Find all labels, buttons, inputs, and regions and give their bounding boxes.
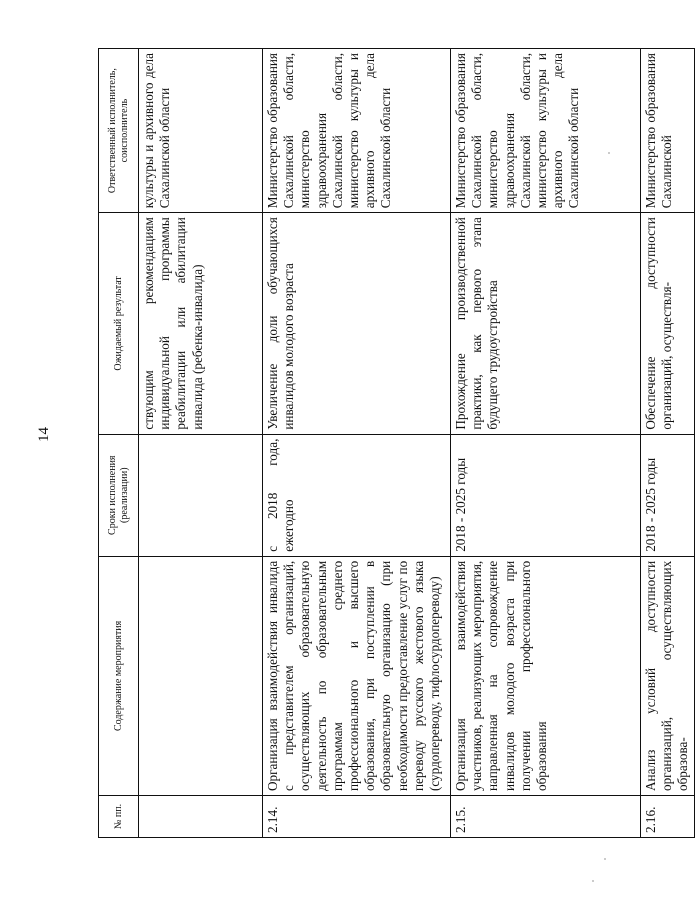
- cell-responsible: Министерство образования Сахалинской области, министерство здравоохранения Сахалинской области, министерство культуры и архивного дела Сахалинской области: [263, 49, 451, 213]
- cell-responsible: Министерство образования Сахалинской: [641, 49, 695, 213]
- header-content: Содержание мероприятия: [99, 556, 139, 795]
- cell-term: 2018 - 2025 годы: [641, 434, 695, 556]
- header-responsible: Ответственный исполнитель, соисполнитель: [99, 49, 139, 213]
- table-header-row: [99, 49, 139, 838]
- cell-term: [139, 434, 263, 556]
- header-result: Ожидаемый результат: [99, 213, 139, 434]
- cell-result: Обеспечение доступности организаций, осуществля-: [641, 213, 695, 434]
- table-row: [641, 49, 695, 838]
- cell-number: 2.14.: [263, 796, 451, 838]
- cell-number: 2.15.: [451, 796, 641, 838]
- rotated-table-container: [98, 48, 691, 838]
- cell-content: Организация взаимодействия инвалида с представителем организаций, осуществляющих образовательную деятельность по образовательным программам среднего профессионального и высшего образования, при поступлении в образовательную организацию (при необходимости предоставление услуг по переводу русского жестового языка (сурдопереводу, тифлосурдопереводу): [263, 556, 451, 795]
- cell-term: с 2018 года, ежегодно: [263, 434, 451, 556]
- scan-speck: [592, 880, 594, 882]
- table-row-continuation: [139, 49, 263, 838]
- cell-content: Организация взаимодействия участников, реализующих мероприятия, направленная на сопровождение инвалидов молодого возраста при получении профессионального образования: [451, 556, 641, 795]
- table-row: [263, 49, 451, 838]
- cell-responsible: Министерство образования Сахалинской области, министерство здравоохранения Сахалинской области, министерство культуры и архивного дела Сахалинской области: [451, 49, 641, 213]
- table-row: [451, 49, 641, 838]
- cell-result: Прохождение производственной практики, как первого этапа будущего трудоустройства: [451, 213, 641, 434]
- cell-content: Анализ условий доступности организаций, осуществляющих образова-: [641, 556, 695, 795]
- cell-number: 2.16.: [641, 796, 695, 838]
- measures-table: [98, 48, 695, 838]
- cell-number: [139, 796, 263, 838]
- scan-speck: [608, 152, 610, 154]
- page-number: 14: [36, 427, 52, 442]
- cell-result: ствующим рекомендациям индивидуальной программы реабилитации или абилитации инвалида (ребенка-инвалида): [139, 213, 263, 434]
- header-number: № пп.: [99, 796, 139, 838]
- cell-content: [139, 556, 263, 795]
- scan-speck: [604, 858, 606, 860]
- header-term: Сроки исполнения (реализации): [99, 434, 139, 556]
- cell-term: 2018 - 2025 годы: [451, 434, 641, 556]
- cell-result: Увеличение доли обучающихся инвалидов молодого возраста: [263, 213, 451, 434]
- cell-responsible: культуры и архивного дела Сахалинской области: [139, 49, 263, 213]
